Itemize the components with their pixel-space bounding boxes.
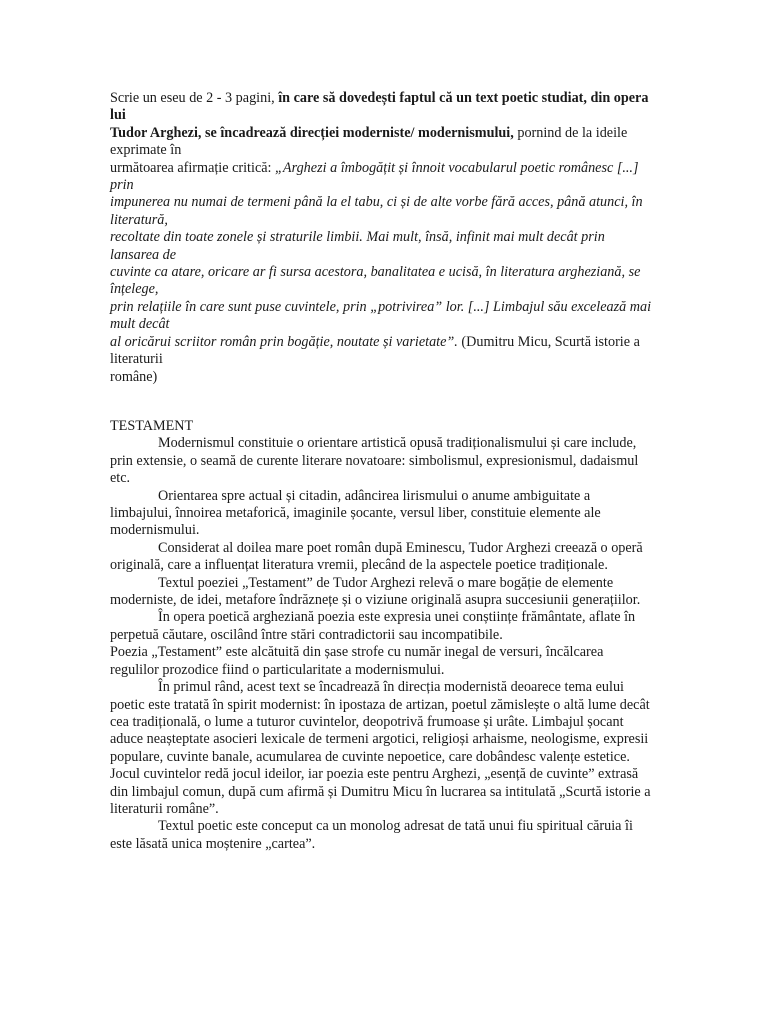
essay-prompt [110, 90, 655, 386]
prompt-after-bold: pornind de la ideile exprimate în [110, 124, 628, 159]
prompt-line [110, 229, 655, 264]
prompt-line [110, 160, 655, 195]
essay-paragraph: Orientarea spre actual și citadin, adâncirea lirismului o anume ambiguitate a limbajului, înnoirea metaforică, imaginile șocante, versul liber, constituie elemente ale modernismului. [110, 487, 601, 539]
essay-title: TESTAMENT [110, 418, 194, 434]
critic-quote-part: „Arghezi a îmbogățit și înnoit vocabularul poetic românesc [...] prin [110, 159, 639, 194]
critic-quote-part: cuvinte ca atare, oricare ar fi sursa acestora, banalitatea e ucisă, în literatura argheziană, se înțelege, [110, 264, 641, 298]
essay-paragraph: Textul poeziei „Testament” de Tudor Arghezi relevă o mare bogăție de elemente moderniste, de idei, metafore îndrăznețe și o viziune originală asupra succesiunii generațiilor. [110, 574, 641, 609]
essay-paragraph: Modernismul constituie o orientare artistică opusă tradiționalismului și care include, prin extensie, o seamă de curente literare novatoare: simbolismul, expresionismul, dadaismul etc. [110, 435, 639, 487]
prompt-line [110, 334, 655, 369]
prompt-line [110, 264, 655, 299]
prompt-intro: Scrie un eseu de 2 - 3 pagini, [110, 90, 279, 106]
critic-quote-part: recoltate din toate zonele și straturile limbii. Mai mult, însă, infinit mai mult decât prin lansarea de [110, 229, 605, 263]
prompt-line3: următoarea afirmație critică: [110, 159, 276, 176]
essay-body [110, 418, 655, 853]
prompt-line [110, 194, 655, 229]
essay-paragraph: În primul rând, acest text se încadrează în direcția modernistă deoarece tema eului poetic este tratată în spirit modernist: în ipostaza de artizan, poetul zămislește o altă lume decât cea tradițională, o lume a tuturor cuvintelor, deopotrivă frumoase și urâte. Limbajul șocant aduce neașteptate asocieri lexicale de termeni argotici, religioși arhaisme, neologisme, expresii populare, cuvinte banale, acumularea de cuvinte nepoetice, care dobândesc valențe estetice. Jocul cuvintelor redă jocul ideilor, iar poezia este pentru Arghezi, „esență de cuvinte” extrasă din limbajul comun, după cum afirmă și Dumitru Micu în lucrarea sa intitulată „Scurtă istorie a literaturii române”. [110, 679, 651, 817]
prompt-line [110, 299, 655, 334]
essay-paragraph: Considerat al doilea mare poet român după Eminescu, Tudor Arghezi creează o operă originală, care a influențat literatura vremii, plecând de la aspectele poetice tradiționale. [110, 539, 643, 574]
quote-source: (Dumitru Micu, Scurtă istorie a literaturii [110, 333, 640, 368]
critic-quote-part: impunerea nu numai de termeni până la el tabu, ci și de alte vorbe fără acces, până atunci, în literatură, [110, 194, 643, 228]
essay-paragraph: Poezia „Testament” este alcătuită din șase strofe cu număr inegal de versuri, încălcarea regulilor prozodice fiind o particularitate a modernismului. [110, 644, 604, 678]
prompt-line [110, 90, 655, 125]
prompt-line [110, 369, 655, 386]
quote-source-end: române) [110, 368, 158, 385]
prompt-bold-requirement: în care să dovedești faptul că un text poetic studiat, din opera lui [110, 90, 649, 124]
prompt-line [110, 125, 655, 160]
critic-quote-part: prin relațiile în care sunt puse cuvintele, prin „potrivirea” lor. [...] Limbajul său excelează mai mult decât [110, 298, 652, 333]
essay-paragraph: În opera poetică argheziană poezia este expresia unei conștiințe frământate, aflate în perpetuă căutare, oscilând între stări contradictorii sau incompatibile. [110, 609, 636, 643]
critic-quote-part: al oricărui scriitor român prin bogăție, noutate și varietate”. [110, 333, 458, 350]
essay-paragraph: Textul poetic este conceput ca un monolog adresat de tată unui fiu spiritual căruia îi este lăsată unica moștenire „cartea”. [110, 818, 633, 852]
prompt-bold-author: Tudor Arghezi, se încadrează direcției moderniste/ modernismului, [110, 124, 514, 141]
